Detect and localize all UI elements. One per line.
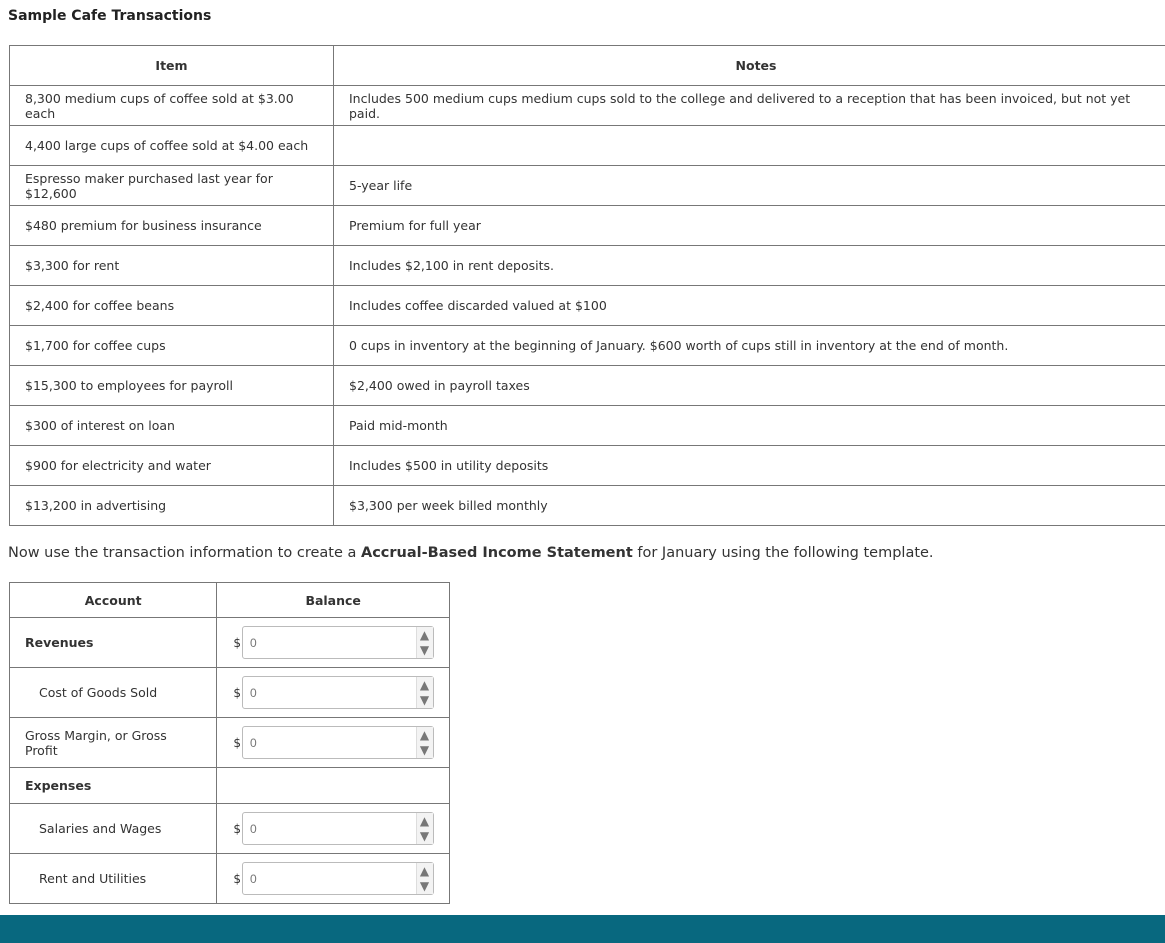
page-title: Sample Cafe Transactions	[8, 8, 212, 24]
arrow-down-icon[interactable]: ▼	[419, 829, 430, 844]
arrow-up-icon[interactable]: ▲	[419, 677, 430, 692]
spinner-arrows[interactable]	[416, 677, 433, 708]
income-statement-table	[9, 582, 450, 904]
notes-cell: $3,300 per week billed monthly	[334, 486, 1165, 526]
balance-input[interactable]	[243, 813, 416, 844]
notes-cell: Paid mid-month	[334, 406, 1165, 446]
balance-spinner[interactable]	[242, 676, 434, 709]
item-cell: $1,700 for coffee cups	[10, 326, 334, 366]
arrow-down-icon[interactable]: ▼	[419, 643, 430, 658]
account-label: Cost of Goods Sold	[10, 668, 217, 718]
balance-spinner[interactable]	[242, 862, 434, 895]
currency-symbol: $	[233, 821, 241, 836]
account-label: Expenses	[10, 768, 217, 804]
arrow-down-icon[interactable]: ▼	[419, 879, 430, 894]
notes-cell: 0 cups in inventory at the beginning of January. $600 worth of cups still in inventory at the end of month.	[334, 326, 1165, 366]
instructions-text-end: for January using the following template.	[632, 545, 934, 561]
table-row	[10, 166, 1165, 206]
notes-cell: Includes $500 in utility deposits	[334, 446, 1165, 486]
arrow-up-icon[interactable]: ▲	[419, 813, 430, 828]
money-field	[233, 862, 434, 895]
balance-cell	[217, 618, 450, 668]
instructions-emphasis: Accrual-Based Income Statement	[360, 545, 633, 561]
item-cell: $15,300 to employees for payroll	[10, 366, 334, 406]
table-row	[10, 126, 1165, 166]
table-row	[10, 486, 1165, 526]
arrow-up-icon[interactable]: ▲	[419, 727, 430, 742]
notes-cell: Premium for full year	[334, 206, 1165, 246]
balance-input[interactable]	[243, 727, 416, 758]
account-label: Revenues	[10, 618, 217, 668]
notes-cell: Includes 500 medium cups medium cups sold to the college and delivered to a reception that has been invoiced, but not yet paid.	[334, 86, 1165, 126]
balance-cell	[217, 768, 450, 804]
table-row	[10, 326, 1165, 366]
item-cell: Espresso maker purchased last year for $12,600	[10, 166, 334, 206]
column-header-item: Item	[10, 46, 334, 86]
statement-row	[10, 668, 450, 718]
notes-cell: 5-year life	[334, 166, 1165, 206]
item-cell: 8,300 medium cups of coffee sold at $3.00 each	[10, 86, 334, 126]
instructions-text: Now use the transaction information to create a	[8, 545, 361, 561]
money-field	[233, 726, 434, 759]
account-label: Salaries and Wages	[10, 804, 217, 854]
statement-row	[10, 854, 450, 904]
statement-row	[10, 804, 450, 854]
item-cell: $900 for electricity and water	[10, 446, 334, 486]
balance-cell	[217, 804, 450, 854]
currency-symbol: $	[233, 685, 241, 700]
table-row	[10, 246, 1165, 286]
balance-input[interactable]	[243, 677, 416, 708]
table-row	[10, 86, 1165, 126]
money-field	[233, 626, 434, 659]
item-cell: $2,400 for coffee beans	[10, 286, 334, 326]
account-label: Rent and Utilities	[10, 854, 217, 904]
column-header-notes: Notes	[334, 46, 1165, 86]
money-field	[233, 676, 434, 709]
currency-symbol: $	[233, 635, 241, 650]
balance-spinner[interactable]	[242, 626, 434, 659]
item-cell: 4,400 large cups of coffee sold at $4.00 each	[10, 126, 334, 166]
instructions	[8, 545, 934, 561]
arrow-down-icon[interactable]: ▼	[419, 693, 430, 708]
column-header-balance: Balance	[217, 583, 450, 618]
spinner-arrows[interactable]	[416, 727, 433, 758]
item-cell: $13,200 in advertising	[10, 486, 334, 526]
item-cell: $480 premium for business insurance	[10, 206, 334, 246]
statement-row	[10, 768, 450, 804]
notes-cell: $2,400 owed in payroll taxes	[334, 366, 1165, 406]
currency-symbol: $	[233, 871, 241, 886]
account-label: Gross Margin, or Gross Profit	[10, 718, 217, 768]
balance-spinner[interactable]	[242, 812, 434, 845]
arrow-up-icon[interactable]: ▲	[419, 627, 430, 642]
currency-symbol: $	[233, 735, 241, 750]
notes-cell	[334, 126, 1165, 166]
item-cell: $3,300 for rent	[10, 246, 334, 286]
notes-cell: Includes coffee discarded valued at $100	[334, 286, 1165, 326]
spinner-arrows[interactable]	[416, 863, 433, 894]
table-row	[10, 406, 1165, 446]
statement-row	[10, 718, 450, 768]
footer-bar	[0, 915, 1165, 943]
notes-cell: Includes $2,100 in rent deposits.	[334, 246, 1165, 286]
balance-cell	[217, 668, 450, 718]
balance-cell	[217, 718, 450, 768]
table-row	[10, 286, 1165, 326]
table-row	[10, 206, 1165, 246]
table-row	[10, 446, 1165, 486]
balance-cell	[217, 854, 450, 904]
arrow-down-icon[interactable]: ▼	[419, 743, 430, 758]
balance-spinner[interactable]	[242, 726, 434, 759]
statement-row	[10, 618, 450, 668]
balance-input[interactable]	[243, 863, 416, 894]
spinner-arrows[interactable]	[416, 813, 433, 844]
balance-input[interactable]	[243, 627, 416, 658]
column-header-account: Account	[10, 583, 217, 618]
spinner-arrows[interactable]	[416, 627, 433, 658]
arrow-up-icon[interactable]: ▲	[419, 863, 430, 878]
transactions-table	[9, 45, 1165, 526]
table-row	[10, 366, 1165, 406]
item-cell: $300 of interest on loan	[10, 406, 334, 446]
money-field	[233, 812, 434, 845]
